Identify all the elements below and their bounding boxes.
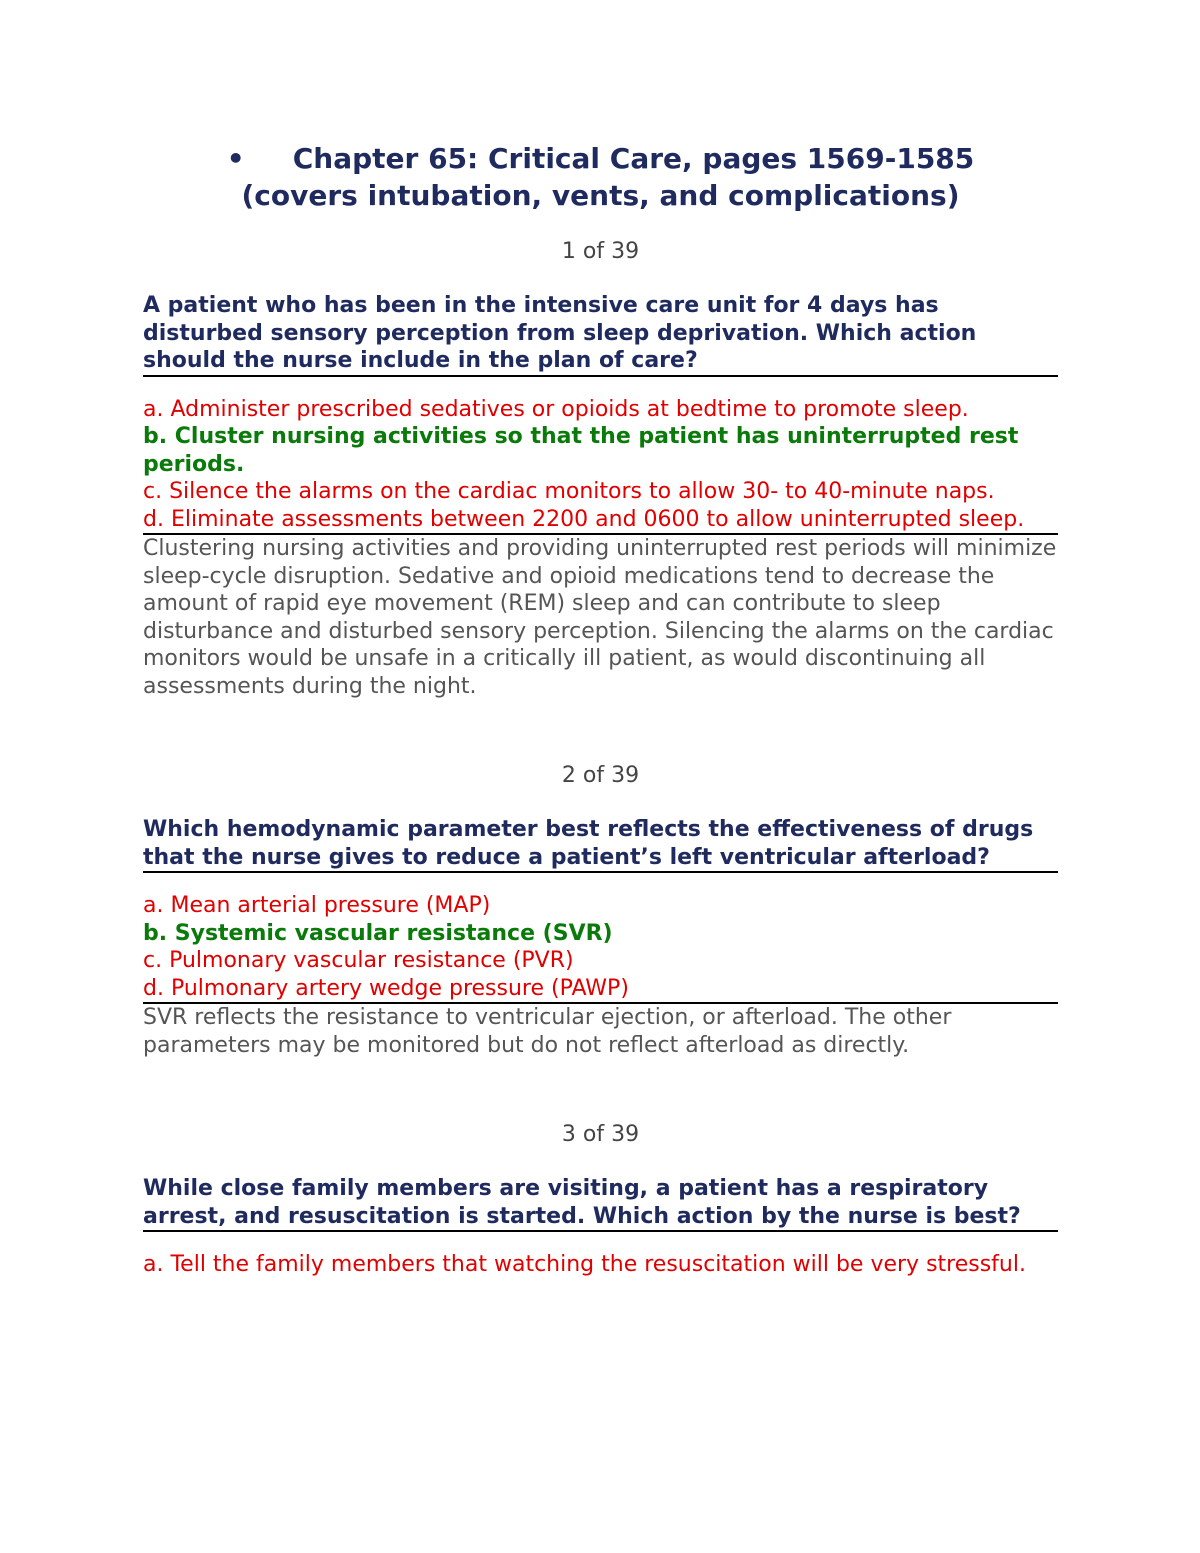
- question-counter: 1 of 39: [561, 239, 640, 264]
- answer-option-correct: b. Cluster nursing activities so that the patient has uninterrupted rest periods.: [143, 424, 1019, 477]
- chapter-heading-line-1: [143, 140, 1058, 177]
- question-counter: 2 of 39: [561, 763, 640, 788]
- answer-option: c. Silence the alarms on the cardiac monitors to allow 30- to 40-minute naps.: [143, 479, 995, 504]
- rationale-text: Clustering nursing activities and providing uninterrupted rest periods will minimize sleep-cycle disruption. Sedative and opioid medications tend to decrease the amount of rapid eye movement (REM) sleep and can contribute to sleep disturbance and disturbed sensory perception. Silencing the alarms on the cardiac monitors would be unsafe in a critically ill patient, as would discontinuing all assessments during the night.: [143, 536, 1057, 699]
- answer-option: d. Eliminate assessments between 2200 and 0600 to allow uninterrupted sleep.: [143, 506, 1058, 536]
- question-block: [143, 762, 1058, 1059]
- bullet-icon: •: [226, 142, 245, 175]
- answer-option: a. Tell the family members that watching the resuscitation will be very stressful.: [143, 1252, 1026, 1277]
- question-block: [143, 238, 1058, 700]
- answer-option: a. Mean arterial pressure (MAP): [143, 893, 491, 918]
- chapter-heading: [143, 140, 1058, 214]
- chapter-heading-line-2: (covers intubation, vents, and complications): [241, 179, 960, 212]
- question-stem: Which hemodynamic parameter best reflects the effectiveness of drugs that the nurse gives to reduce a patient’s left ventricular afterload?: [143, 816, 1058, 873]
- question-stem: While close family members are visiting, a patient has a respiratory arrest, and resuscitation is started. Which action by the nurse is best?: [143, 1175, 1058, 1232]
- answer-option: a. Administer prescribed sedatives or opioids at bedtime to promote sleep.: [143, 396, 969, 422]
- answer-option: d. Pulmonary artery wedge pressure (PAWP): [143, 975, 1058, 1005]
- answer-options: [143, 396, 1058, 536]
- question-block: [143, 1121, 1058, 1279]
- answer-option-correct: b. Systemic vascular resistance (SVR): [143, 920, 613, 946]
- answer-options: [143, 1251, 1058, 1279]
- chapter-title: Chapter 65: Critical Care, pages 1569-1585: [292, 142, 975, 175]
- question-counter: 3 of 39: [561, 1122, 640, 1147]
- answer-options: [143, 892, 1058, 1004]
- document-page: [143, 140, 1058, 1279]
- rationale-text: SVR reflects the resistance to ventricular ejection, or afterload. The other parameters may be monitored but do not reflect afterload as directly.: [143, 1005, 952, 1058]
- question-stem: A patient who has been in the intensive care unit for 4 days has disturbed sensory perception from sleep deprivation. Which action should the nurse include in the plan of care?: [143, 292, 1058, 377]
- answer-option: c. Pulmonary vascular resistance (PVR): [143, 948, 574, 973]
